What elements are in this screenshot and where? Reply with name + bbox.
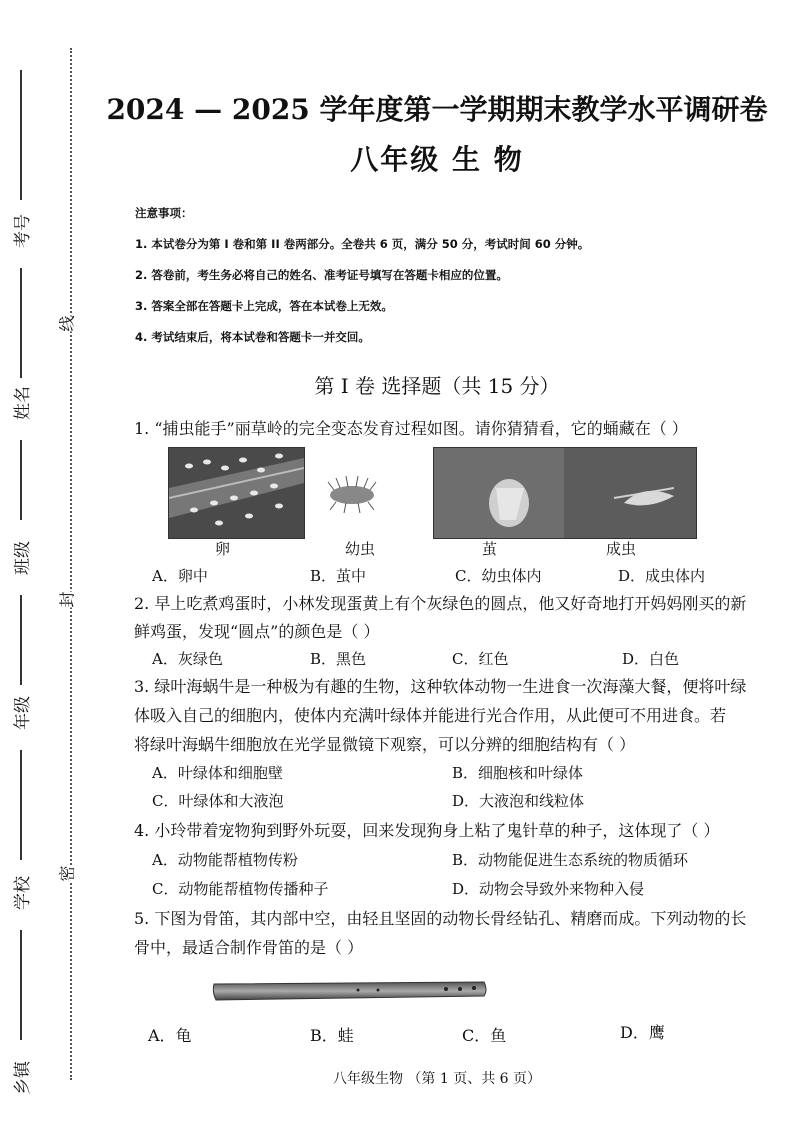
seal-dotted-line (70, 48, 72, 1080)
margin-field-class: 班级 (13, 541, 33, 575)
seal-char-secret: 密 (55, 865, 78, 881)
option-b: B．动物能促进生态系统的物质循环 (452, 851, 689, 869)
option-c: C．红色 (452, 650, 509, 668)
seal-char-line: 线 (55, 315, 78, 331)
option-a: A．龟 (148, 1026, 192, 1045)
question-text: 体吸入自己的细胞内，使体内充满叶绿体并能进行光合作用，从此便可不用进食。若 (134, 706, 727, 725)
question-text: 3. 绿叶海蜗牛是一种极为有趣的生物，这种软体动物一生进食一次海藻大餐，便将叶绿 (134, 677, 747, 696)
option-b: B．蛙 (310, 1026, 354, 1045)
option-a: A．卵中 (152, 567, 208, 585)
question-text: 2. 早上吃煮鸡蛋时，小林发现蛋黄上有个灰绿色的圆点，他又好奇地打开妈妈刚买的新 (134, 594, 747, 613)
option-b: B．黑色 (310, 650, 367, 668)
margin-field-school: 学校 (13, 876, 33, 910)
page-title: 2024 — 2025 学年度第一学期期末教学水平调研卷 (106, 93, 768, 126)
margin-rule (20, 930, 22, 1040)
notice-item: 1. 本试卷分为第 I 卷和第 II 卷两部分。全卷共 6 页，满分 50 分，考试时间 60 分钟。 (135, 237, 590, 251)
cocoon-adult-photo (433, 447, 697, 539)
caption-adult: 成虫 (606, 540, 637, 558)
option-c: C．叶绿体和大液泡 (152, 792, 284, 810)
option-a: A．灰绿色 (152, 650, 223, 668)
margin-rule (20, 70, 22, 200)
margin-rule (20, 440, 22, 520)
question-text: 4. 小玲带着宠物狗到野外玩耍，回来发现狗身上粘了鬼针草的种子，这体现了（ ） (134, 821, 720, 840)
page-footer: 八年级生物 （第 1 页、共 6 页） (332, 1071, 542, 1087)
margin-rule (20, 750, 22, 860)
option-a: A．动物能帮植物传粉 (152, 851, 298, 869)
option-d: D．成虫体内 (618, 567, 706, 585)
cocoon-adult-drawing (434, 448, 696, 538)
question-text: 5. 下图为骨笛，其内部中空，由轻且坚固的动物长骨经钻孔、精磨而成。下列动物的长 (134, 909, 747, 928)
egg-photo-drawing (169, 448, 304, 538)
caption-egg: 卵 (215, 540, 231, 558)
option-d: D．大液泡和线粒体 (452, 792, 585, 810)
page-subtitle: 八年级 生 物 (350, 143, 524, 176)
margin-field-name: 姓名 (13, 386, 33, 420)
larva-icon (322, 470, 382, 520)
notice-heading: 注意事项： (135, 206, 193, 220)
margin-field-township: 乡镇 (13, 1061, 33, 1095)
question-text: 1. “捕虫能手”丽草岭的完全变态发育过程如图。请你猜猜看，它的蛹藏在（ ） (134, 419, 688, 438)
option-a: A．叶绿体和细胞壁 (152, 764, 283, 782)
option-c: C．鱼 (462, 1026, 507, 1045)
notice-item: 4. 考试结束后，将本试卷和答题卡一并交回。 (135, 330, 370, 344)
caption-cocoon: 茧 (482, 540, 498, 558)
option-c: C．幼虫体内 (455, 567, 542, 585)
larva-drawing (322, 470, 382, 520)
section-title: 第 I 卷 选择题（共 15 分） (314, 374, 560, 398)
margin-rule (20, 595, 22, 685)
notice-item: 2. 答卷前，考生务必将自己的姓名、准考证号填写在答题卡相应的位置。 (135, 268, 508, 282)
option-d: D．白色 (622, 650, 680, 668)
egg-photo (168, 447, 305, 539)
margin-field-exam-number: 考号 (13, 214, 33, 248)
seal-char-seal: 封 (55, 591, 78, 607)
question-text: 鲜鸡蛋，发现“圆点”的颜色是（ ） (134, 622, 380, 641)
option-b: B．茧中 (310, 567, 367, 585)
question-text: 骨中，最适合制作骨笛的是（ ） (134, 938, 364, 957)
option-b: B．细胞核和叶绿体 (452, 764, 584, 782)
notice-item: 3. 答案全部在答题卡上完成，答在本试卷上无效。 (135, 299, 393, 313)
margin-rule (20, 268, 22, 378)
question-text: 将绿叶海蜗牛细胞放在光学显微镜下观察，可以分辨的细胞结构有（ ） (134, 735, 636, 754)
bone-flute-photo (208, 972, 490, 1008)
caption-larva: 幼虫 (345, 540, 376, 558)
option-d: D．鹰 (620, 1023, 665, 1042)
bone-flute-drawing (208, 972, 490, 1008)
option-c: C．动物能帮植物传播种子 (152, 880, 329, 898)
option-d: D．动物会导致外来物种入侵 (452, 880, 645, 898)
margin-field-grade: 年级 (13, 696, 33, 730)
